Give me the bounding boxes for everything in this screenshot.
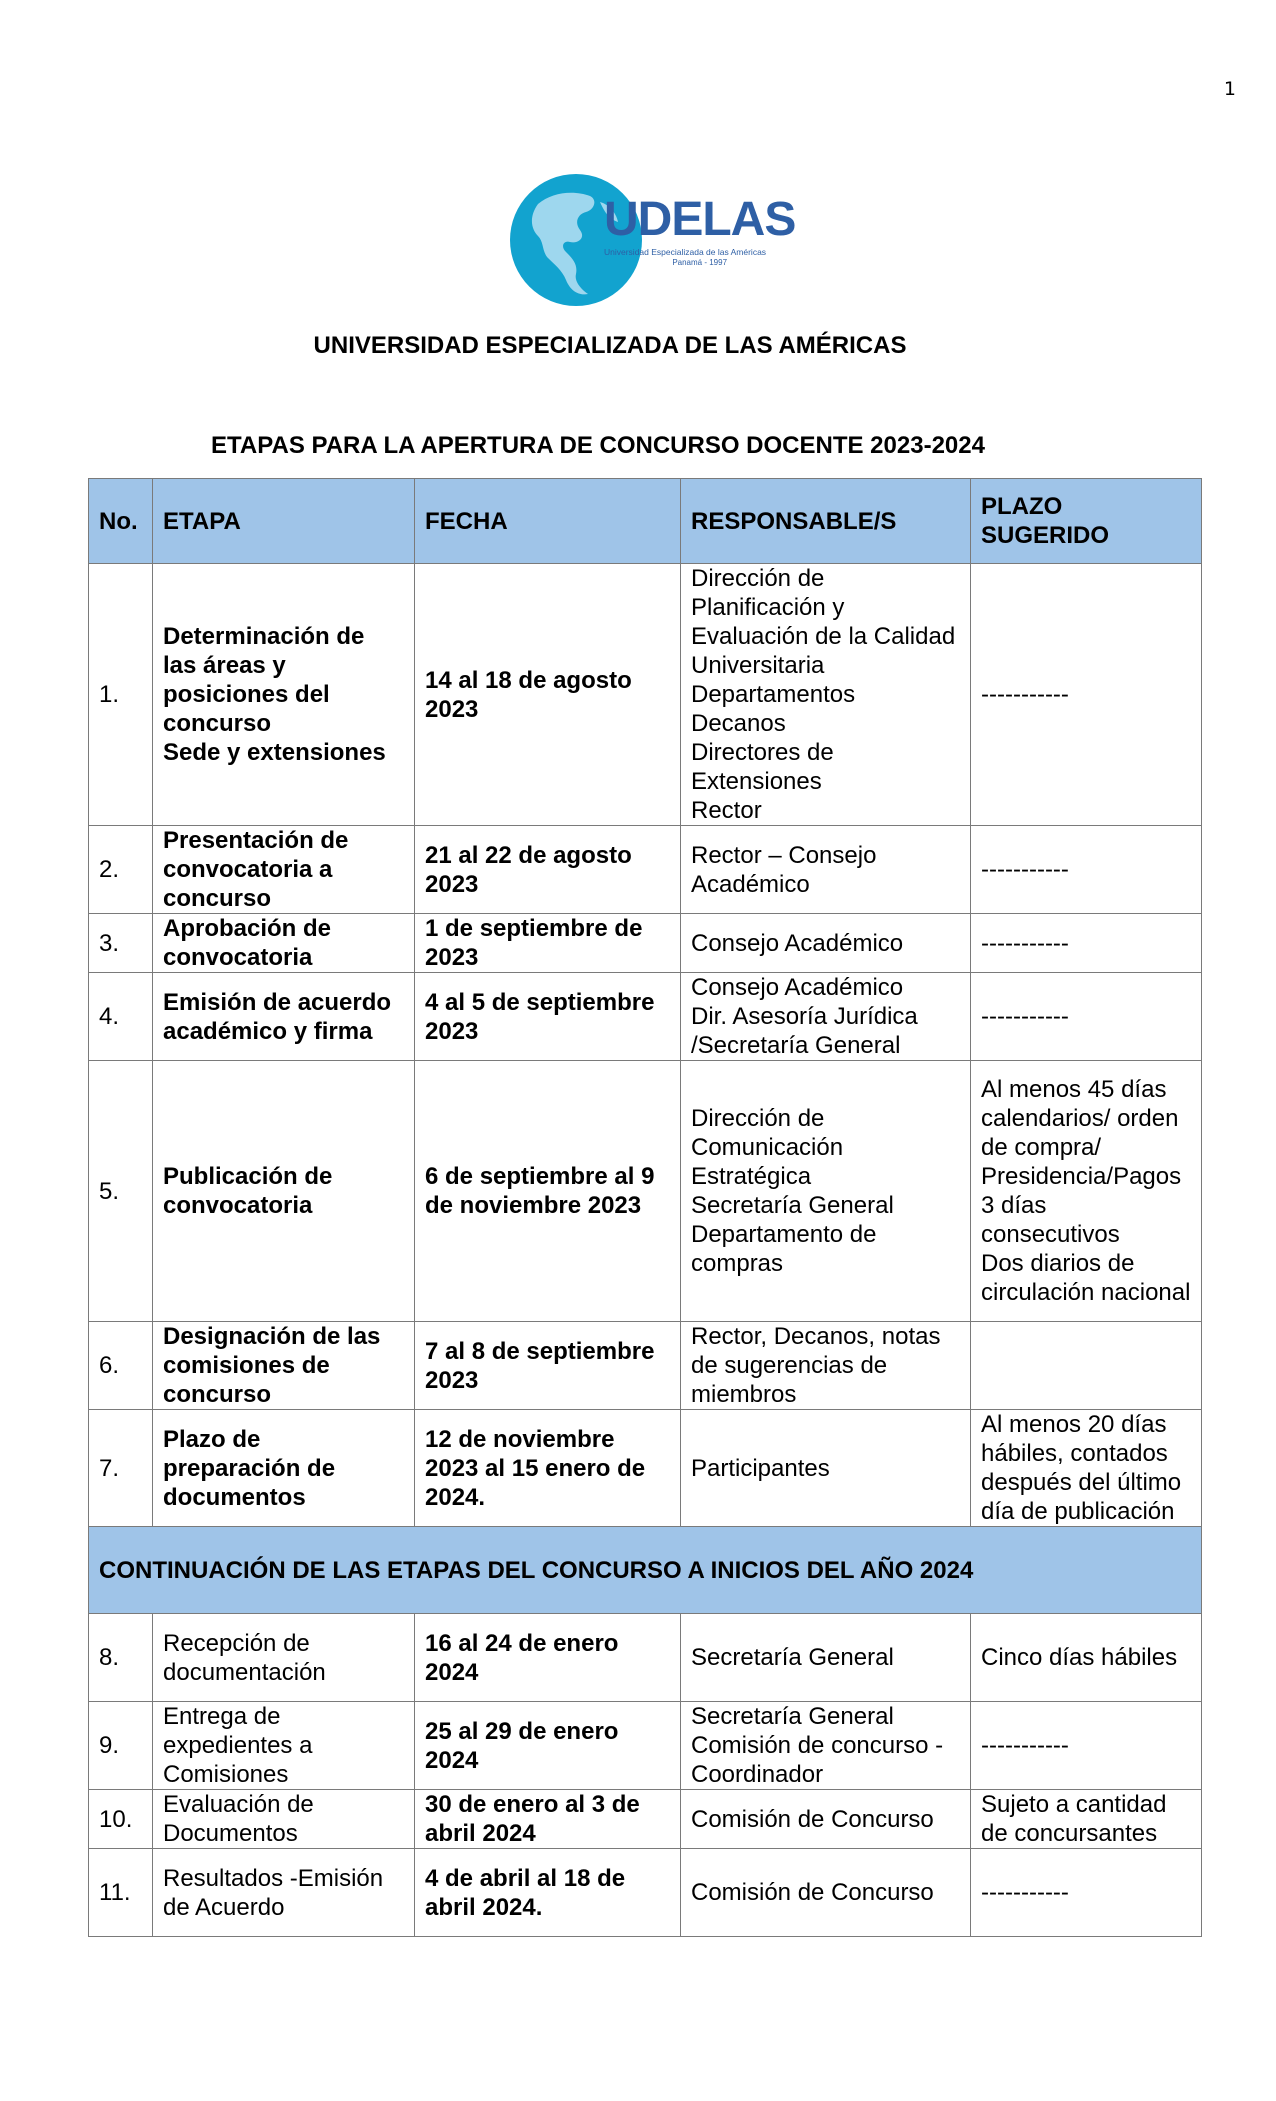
header-no: No. <box>89 479 153 564</box>
udelas-logo <box>508 172 796 308</box>
cell-fecha: 30 de enero al 3 de abril 2024 <box>415 1790 681 1849</box>
cell-etapa: Designación de las comisiones de concurso <box>153 1322 415 1410</box>
cell-responsable: Consejo Académico Dir. Asesoría Jurídica /Secretaría General <box>681 973 971 1061</box>
cell-responsable: Dirección de Planificación y Evaluación de la Calidad Universitaria Departamentos Decanos Directores de Extensiones Rector <box>681 564 971 826</box>
page-number: 1 <box>1223 78 1236 100</box>
table-row <box>89 564 1202 826</box>
cell-etapa: Evaluación de Documentos <box>153 1790 415 1849</box>
cell-responsable: Secretaría General Comisión de concurso - Coordinador <box>681 1702 971 1790</box>
cell-etapa: Determinación de las áreas y posiciones del concurso Sede y extensiones <box>153 564 415 826</box>
cell-etapa: Aprobación de convocatoria <box>153 914 415 973</box>
table-row <box>89 973 1202 1061</box>
cell-responsable: Participantes <box>681 1410 971 1527</box>
table-row <box>89 1322 1202 1410</box>
document-title: ETAPAS PARA LA APERTURA DE CONCURSO DOCENTE 2023-2024 <box>211 432 985 459</box>
cell-etapa: Presentación de convocatoria a concurso <box>153 826 415 914</box>
table-row <box>89 1790 1202 1849</box>
cell-fecha: 7 al 8 de septiembre 2023 <box>415 1322 681 1410</box>
cell-etapa: Entrega de expedientes a Comisiones <box>153 1702 415 1790</box>
cell-plazo: ----------- <box>971 1849 1202 1937</box>
table-header-row <box>89 479 1202 564</box>
cell-fecha: 14 al 18 de agosto 2023 <box>415 564 681 826</box>
cell-no: 6. <box>89 1322 153 1410</box>
cell-responsable: Dirección de Comunicación Estratégica Secretaría General Departamento de compras <box>681 1061 971 1322</box>
cell-responsable: Comisión de Concurso <box>681 1849 971 1937</box>
logo-subtitle: Universidad Especializada de las Américas <box>604 247 767 257</box>
cell-plazo: Sujeto a cantidad de concursantes <box>971 1790 1202 1849</box>
table-row <box>89 1849 1202 1937</box>
cell-no: 7. <box>89 1410 153 1527</box>
cell-etapa: Recepción de documentación <box>153 1614 415 1702</box>
cell-fecha: 4 de abril al 18 de abril 2024. <box>415 1849 681 1937</box>
cell-etapa: Emisión de acuerdo académico y firma <box>153 973 415 1061</box>
header-etapa: ETAPA <box>153 479 415 564</box>
cell-no: 10. <box>89 1790 153 1849</box>
cell-plazo: ----------- <box>971 826 1202 914</box>
header-fecha: FECHA <box>415 479 681 564</box>
cell-responsable: Secretaría General <box>681 1614 971 1702</box>
cell-no: 3. <box>89 914 153 973</box>
university-title: UNIVERSIDAD ESPECIALIZADA DE LAS AMÉRICAS <box>313 332 907 359</box>
cell-fecha: 21 al 22 de agosto 2023 <box>415 826 681 914</box>
cell-plazo: ----------- <box>971 973 1202 1061</box>
logo-founded: Panamá - 1997 <box>672 258 728 267</box>
cell-responsable: Rector – Consejo Académico <box>681 826 971 914</box>
cell-no: 1. <box>89 564 153 826</box>
cell-no: 11. <box>89 1849 153 1937</box>
table-row <box>89 826 1202 914</box>
cell-responsable: Rector, Decanos, notas de sugerencias de miembros <box>681 1322 971 1410</box>
cell-plazo: ----------- <box>971 1702 1202 1790</box>
header-plazo: PLAZO SUGERIDO <box>971 479 1202 564</box>
cell-no: 9. <box>89 1702 153 1790</box>
cell-fecha: 1 de septiembre de 2023 <box>415 914 681 973</box>
cell-no: 4. <box>89 973 153 1061</box>
table-row <box>89 914 1202 973</box>
cell-fecha: 12 de noviembre 2023 al 15 enero de 2024. <box>415 1410 681 1527</box>
cell-fecha: 4 al 5 de septiembre 2023 <box>415 973 681 1061</box>
section-header-row <box>89 1527 1202 1614</box>
cell-plazo: Cinco días hábiles <box>971 1614 1202 1702</box>
cell-plazo: ----------- <box>971 564 1202 826</box>
cell-etapa: Plazo de preparación de documentos <box>153 1410 415 1527</box>
cell-responsable: Comisión de Concurso <box>681 1790 971 1849</box>
cell-etapa: Resultados -Emisión de Acuerdo <box>153 1849 415 1937</box>
cell-no: 5. <box>89 1061 153 1322</box>
cell-plazo: Al menos 45 días calendarios/ orden de compra/ Presidencia/Pagos 3 días consecutivos Dos diarios de circulación nacional <box>971 1061 1202 1322</box>
cell-plazo <box>971 1322 1202 1410</box>
cell-responsable: Consejo Académico <box>681 914 971 973</box>
table-row <box>89 1410 1202 1527</box>
section-header: CONTINUACIÓN DE LAS ETAPAS DEL CONCURSO A INICIOS DEL AÑO 2024 <box>89 1527 1202 1614</box>
cell-plazo: ----------- <box>971 914 1202 973</box>
table-row <box>89 1702 1202 1790</box>
cell-fecha: 16 al 24 de enero 2024 <box>415 1614 681 1702</box>
logo-brand: UDELAS <box>604 193 796 246</box>
cell-plazo: Al menos 20 días hábiles, contados después del último día de publicación <box>971 1410 1202 1527</box>
cell-etapa: Publicación de convocatoria <box>153 1061 415 1322</box>
cell-fecha: 25 al 29 de enero 2024 <box>415 1702 681 1790</box>
cell-no: 8. <box>89 1614 153 1702</box>
cell-no: 2. <box>89 826 153 914</box>
header-responsable: RESPONSABLE/S <box>681 479 971 564</box>
table-row <box>89 1614 1202 1702</box>
stages-table <box>88 478 1202 1937</box>
table-row <box>89 1061 1202 1322</box>
cell-fecha: 6 de septiembre al 9 de noviembre 2023 <box>415 1061 681 1322</box>
